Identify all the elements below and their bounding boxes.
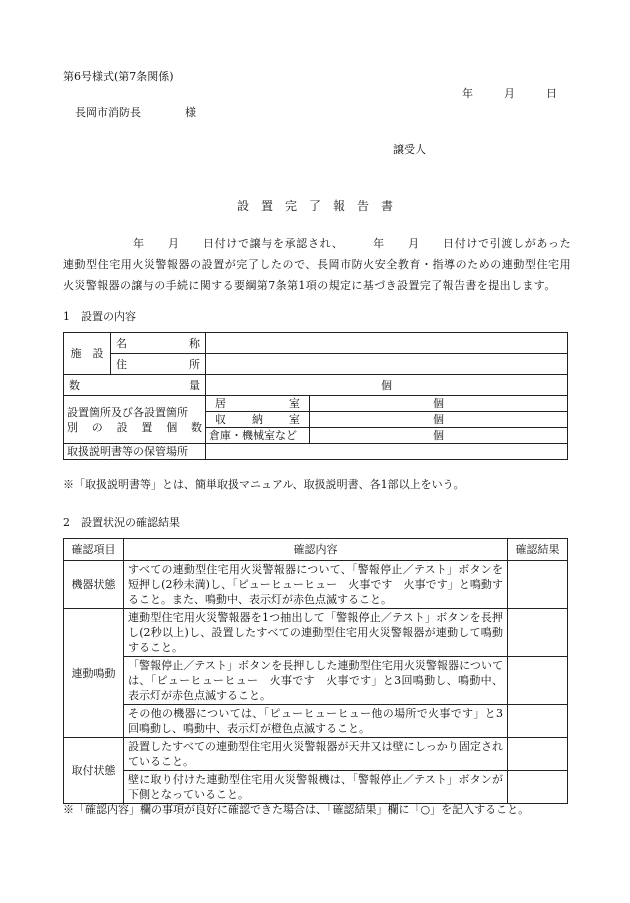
transferee-label: 譲受人	[393, 143, 426, 156]
room-storage-count[interactable]: 個	[310, 412, 568, 428]
room-living-label: 居 室	[206, 396, 310, 412]
content-device-state: すべての連動型住宅用火災警報器について、「警報停止／テスト」ボタンを短押し(2秒未満)し、「ピューヒューヒュー 火事です 火事です」と鳴動すること。また、鳴動中、表示灯が赤色点滅すること。	[124, 561, 508, 609]
item-mounting-state: 取付状態	[64, 738, 124, 804]
header-check-item: 確認項目	[64, 539, 124, 561]
result-linked-alarm-2[interactable]	[508, 657, 568, 705]
section1-heading: 1 設置の内容	[63, 310, 136, 323]
result-mounting-2[interactable]	[508, 771, 568, 804]
section2-heading: 2 設置状況の確認結果	[63, 516, 180, 529]
result-linked-alarm-1[interactable]	[508, 609, 568, 657]
room-storage-label: 収 納 室	[206, 412, 310, 428]
facility-name-label: 名 称	[111, 333, 206, 354]
section1-note: ※「取扱説明書等」とは、簡単取扱マニュアル、取扱説明書、各1部以上をいう。	[63, 478, 465, 491]
section2-note: ※「確認内容」欄の事項が良好に確認できた場合は、「確認結果」欄に「○」を記入すること。	[63, 803, 530, 816]
header-check-content: 確認内容	[124, 539, 508, 561]
manual-storage-label: 取扱説明書等の保管場所	[64, 444, 206, 460]
facility-label: 施 設	[64, 333, 111, 375]
quantity-label: 数 量	[64, 375, 206, 396]
addressee: 長岡市消防長 様	[75, 106, 196, 119]
date-line: 年 月 日	[462, 87, 560, 100]
manual-storage-field[interactable]	[206, 444, 568, 460]
check-table	[63, 538, 568, 804]
item-linked-alarm: 連動鳴動	[64, 609, 124, 738]
room-warehouse-label: 倉庫・機械室など	[206, 428, 310, 444]
document-title: 設 置 完 了 報 告 書	[237, 199, 394, 213]
location-label: 設置箇所及び各設置箇所 別 の 設 置 個 数	[64, 396, 206, 444]
room-living-count[interactable]: 個	[310, 396, 568, 412]
content-mounting-1: 設置したすべての連動型住宅用火災警報器が天井又は壁にしっかり固定されていること。	[124, 738, 508, 771]
result-device-state[interactable]	[508, 561, 568, 609]
quantity-unit[interactable]: 個	[206, 375, 568, 396]
content-linked-alarm-2: 「警報停止／テスト」ボタンを長押しした連動型住宅用火災警報器については、「ピューヒューヒュー 火事です 火事です」と3回鳴動し、鳴動中、表示灯が赤色点滅すること。	[124, 657, 508, 705]
installation-table	[63, 332, 568, 460]
content-linked-alarm-1: 連動型住宅用火災警報器を1つ抽出して「警報停止／テスト」ボタンを長押し(2秒以上)し、設置したすべての連動型住宅用火災警報器が連動して鳴動すること。	[124, 609, 508, 657]
facility-address-label: 住 所	[111, 354, 206, 375]
result-mounting-1[interactable]	[508, 738, 568, 771]
item-device-state: 機器状態	[64, 561, 124, 609]
result-linked-alarm-3[interactable]	[508, 705, 568, 738]
intro-paragraph: 年 月 日付けで譲与を承認され、 年 月 日付けで引渡しがあった連動型住宅用火災警報器の設置が完了したので、長岡市防火安全教育・指導のための連動型住宅用火災警報器の譲与の手続に関する要綱第7条第1項の規定に基づき設置完了報告書を提出します。	[63, 237, 571, 292]
facility-address-field[interactable]	[206, 354, 568, 375]
content-linked-alarm-3: その他の機器については、「ピューヒューヒュー他の場所で火事です」と3回鳴動し、鳴動中、表示灯が橙色点滅すること。	[124, 705, 508, 738]
form-label: 第6号様式(第7条関係)	[63, 70, 174, 83]
content-mounting-2: 壁に取り付けた連動型住宅用火災警報機は、「警報停止／テスト」ボタンが下側となっていること。	[124, 771, 508, 804]
facility-name-field[interactable]	[206, 333, 568, 354]
room-warehouse-count[interactable]: 個	[310, 428, 568, 444]
header-check-result: 確認結果	[508, 539, 568, 561]
